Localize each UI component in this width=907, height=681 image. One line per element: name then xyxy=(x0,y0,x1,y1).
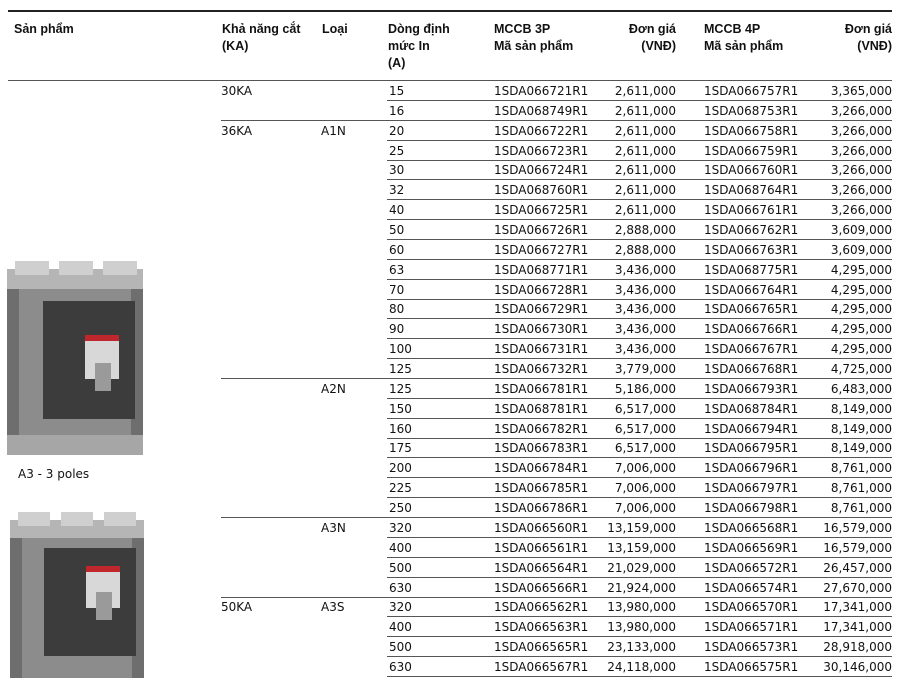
price-4p: 8,149,000 xyxy=(830,441,892,456)
price-3p: 2,611,000 xyxy=(614,163,676,178)
price-4p: 8,149,000 xyxy=(830,401,892,416)
mccb-4p-code: 1SDA066797R1 xyxy=(704,481,799,496)
price-4p: 30,146,000 xyxy=(823,659,892,674)
mccb-3p-code: 1SDA068771R1 xyxy=(494,262,589,277)
product-caption: A3 - 3 poles xyxy=(18,467,90,481)
mccb-3p-code: 1SDA068781R1 xyxy=(494,401,589,416)
price-3p: 13,980,000 xyxy=(607,600,676,615)
table-row xyxy=(0,458,907,478)
rated-current: 630 xyxy=(389,580,412,595)
price-3p: 2,611,000 xyxy=(614,183,676,198)
mccb-3p-code: 1SDA068760R1 xyxy=(494,183,589,198)
mccb-4p-code: 1SDA066765R1 xyxy=(704,302,799,317)
mccb-4p-code: 1SDA066768R1 xyxy=(704,362,799,377)
mccb-4p-code: 1SDA066571R1 xyxy=(704,620,799,635)
table-row xyxy=(0,498,907,518)
header-loai: Loại xyxy=(322,22,348,36)
rated-current: 400 xyxy=(389,540,412,555)
price-3p: 13,159,000 xyxy=(607,540,676,555)
rated-current: 320 xyxy=(389,600,412,615)
price-3p: 3,436,000 xyxy=(614,322,676,337)
price-3p: 3,436,000 xyxy=(614,282,676,297)
rated-current: 125 xyxy=(389,381,412,396)
rated-current: 50 xyxy=(389,223,405,238)
type-code: A1N xyxy=(321,123,346,138)
header-mccb3p: MCCB 3P Mã sản phẩm xyxy=(494,22,574,53)
mccb-3p-code: 1SDA066721R1 xyxy=(494,84,589,98)
header-dong-dinh-muc: Dòng định mức In (A) xyxy=(388,22,450,70)
mccb-3p-code: 1SDA066566R1 xyxy=(494,580,589,595)
price-4p: 3,609,000 xyxy=(830,242,892,257)
mccb-3p-code: 1SDA066567R1 xyxy=(494,659,589,674)
rated-current: 500 xyxy=(389,560,412,575)
mccb-3p-code: 1SDA066725R1 xyxy=(494,203,589,218)
mccb-3p-code: 1SDA066786R1 xyxy=(494,501,589,516)
price-4p: 4,295,000 xyxy=(830,342,892,357)
price-3p: 5,186,000 xyxy=(614,381,676,396)
mccb-3p-code: 1SDA066781R1 xyxy=(494,381,589,396)
rated-current: 400 xyxy=(389,620,412,635)
rated-current: 16 xyxy=(389,103,405,118)
rated-current: 320 xyxy=(389,520,412,535)
price-4p: 3,266,000 xyxy=(830,163,892,178)
mccb-3p-code: 1SDA066561R1 xyxy=(494,540,589,555)
table-row xyxy=(0,240,907,260)
table-row xyxy=(0,657,907,677)
mccb-4p-code: 1SDA066568R1 xyxy=(704,520,799,535)
price-3p: 23,133,000 xyxy=(607,640,676,655)
mccb-3p-code: 1SDA066784R1 xyxy=(494,461,589,476)
mccb-4p-code: 1SDA066570R1 xyxy=(704,600,799,615)
price-4p: 4,295,000 xyxy=(830,262,892,277)
mccb-4p-code: 1SDA066798R1 xyxy=(704,501,799,516)
table-row xyxy=(0,220,907,240)
price-4p: 3,266,000 xyxy=(830,183,892,198)
rated-current: 100 xyxy=(389,342,412,357)
mccb-4p-code: 1SDA066795R1 xyxy=(704,441,799,456)
rated-current: 25 xyxy=(389,143,405,158)
mccb-4p-code: 1SDA066573R1 xyxy=(704,640,799,655)
price-3p: 2,611,000 xyxy=(614,103,676,118)
table-row xyxy=(0,419,907,439)
price-4p: 4,725,000 xyxy=(830,362,892,377)
rated-current: 40 xyxy=(389,203,405,218)
price-3p: 7,006,000 xyxy=(614,501,676,516)
mccb-4p-code: 1SDA066763R1 xyxy=(704,242,799,257)
price-4p: 27,670,000 xyxy=(823,580,892,595)
table-row xyxy=(0,399,907,419)
price-4p: 8,761,000 xyxy=(830,501,892,516)
table-row xyxy=(0,578,907,598)
price-4p: 3,609,000 xyxy=(830,223,892,238)
mccb-4p-code: 1SDA066760R1 xyxy=(704,163,799,178)
mccb-4p-code: 1SDA066796R1 xyxy=(704,461,799,476)
mccb-4p-code: 1SDA066759R1 xyxy=(704,143,799,158)
price-4p: 4,295,000 xyxy=(830,302,892,317)
breaking-capacity: 30KA xyxy=(221,84,253,98)
mccb-4p-code: 1SDA066569R1 xyxy=(704,540,799,555)
table-row xyxy=(0,299,907,319)
table-row xyxy=(0,379,907,399)
price-3p: 3,436,000 xyxy=(614,262,676,277)
mccb-3p-code: 1SDA066728R1 xyxy=(494,282,589,297)
price-4p: 17,341,000 xyxy=(823,620,892,635)
table-row xyxy=(0,518,907,538)
table-row xyxy=(0,597,907,617)
header-don-gia-4p: Đơn giá (VNĐ) xyxy=(844,22,892,53)
price-3p: 2,888,000 xyxy=(614,242,676,257)
price-3p: 2,611,000 xyxy=(614,123,676,138)
mccb-4p-code: 1SDA066794R1 xyxy=(704,421,799,436)
table-row xyxy=(0,359,907,379)
price-3p: 2,888,000 xyxy=(614,223,676,238)
price-4p: 6,483,000 xyxy=(830,381,892,396)
price-4p: 3,365,000 xyxy=(830,84,892,98)
mccb-3p-code: 1SDA066565R1 xyxy=(494,640,589,655)
type-code: A2N xyxy=(321,381,346,396)
price-4p: 4,295,000 xyxy=(830,322,892,337)
rated-current: 30 xyxy=(389,163,405,178)
mccb-4p-code: 1SDA066758R1 xyxy=(704,123,799,138)
rated-current: 500 xyxy=(389,640,412,655)
mccb-4p-code: 1SDA066793R1 xyxy=(704,381,799,396)
table-row xyxy=(0,438,907,458)
price-4p: 8,149,000 xyxy=(830,421,892,436)
table-row xyxy=(0,617,907,637)
price-4p: 4,295,000 xyxy=(830,282,892,297)
price-4p: 26,457,000 xyxy=(823,560,892,575)
rated-current: 32 xyxy=(389,183,405,198)
table-row xyxy=(0,339,907,359)
mccb-3p-code: 1SDA066732R1 xyxy=(494,362,589,377)
mccb-3p-code: 1SDA066783R1 xyxy=(494,441,589,456)
mccb-3p-code: 1SDA066785R1 xyxy=(494,481,589,496)
mccb-4p-code: 1SDA066572R1 xyxy=(704,560,799,575)
rated-current: 80 xyxy=(389,302,405,317)
table-row xyxy=(0,538,907,558)
mccb-3p-code: 1SDA066726R1 xyxy=(494,223,589,238)
table-row xyxy=(0,81,907,101)
header-san-pham: Sản phẩm xyxy=(14,22,74,36)
mccb-4p-code: 1SDA068753R1 xyxy=(704,103,799,118)
table-row xyxy=(0,478,907,498)
rated-current: 630 xyxy=(389,659,412,674)
rated-current: 200 xyxy=(389,461,412,476)
price-4p: 28,918,000 xyxy=(823,640,892,655)
breaking-capacity: 36KA xyxy=(221,123,253,138)
mccb-3p-code: 1SDA066564R1 xyxy=(494,560,589,575)
price-3p: 3,779,000 xyxy=(614,362,676,377)
price-4p: 16,579,000 xyxy=(823,520,892,535)
mccb-4p-code: 1SDA068775R1 xyxy=(704,262,799,277)
table-header xyxy=(0,13,907,83)
table-row xyxy=(0,180,907,200)
header-mccb4p: MCCB 4P Mã sản phẩm xyxy=(704,22,784,53)
mccb-4p-code: 1SDA066761R1 xyxy=(704,203,799,218)
mccb-4p-code: 1SDA066757R1 xyxy=(704,84,799,98)
type-code: A3N xyxy=(321,520,346,535)
price-4p: 3,266,000 xyxy=(830,143,892,158)
table-row xyxy=(0,101,907,121)
mccb-4p-code: 1SDA068784R1 xyxy=(704,401,799,416)
mccb-3p-code: 1SDA066727R1 xyxy=(494,242,589,257)
mccb-4p-code: 1SDA066575R1 xyxy=(704,659,799,674)
price-3p: 24,118,000 xyxy=(607,659,676,674)
price-3p: 2,611,000 xyxy=(614,143,676,158)
table-row xyxy=(0,319,907,339)
price-4p: 3,266,000 xyxy=(830,103,892,118)
breaking-capacity: 50KA xyxy=(221,600,253,615)
price-4p: 8,761,000 xyxy=(830,481,892,496)
price-3p: 6,517,000 xyxy=(614,441,676,456)
price-3p: 7,006,000 xyxy=(614,461,676,476)
mccb-4p-code: 1SDA066762R1 xyxy=(704,223,799,238)
price-3p: 3,436,000 xyxy=(614,302,676,317)
rated-current: 160 xyxy=(389,421,412,436)
header-top-rule xyxy=(8,10,892,12)
table-row xyxy=(0,637,907,657)
price-3p: 7,006,000 xyxy=(614,481,676,496)
table-row xyxy=(0,280,907,300)
table-row xyxy=(0,121,907,141)
table-row xyxy=(0,200,907,220)
header-don-gia-3p: Đơn giá (VNĐ) xyxy=(628,22,676,53)
price-3p: 21,924,000 xyxy=(607,580,676,595)
mccb-3p-code: 1SDA068749R1 xyxy=(494,103,589,118)
mccb-3p-code: 1SDA066724R1 xyxy=(494,163,589,178)
price-3p: 6,517,000 xyxy=(614,421,676,436)
price-3p: 3,436,000 xyxy=(614,342,676,357)
mccb-3p-code: 1SDA066560R1 xyxy=(494,520,589,535)
price-4p: 17,341,000 xyxy=(823,600,892,615)
table-row xyxy=(0,558,907,578)
mccb-3p-code: 1SDA066723R1 xyxy=(494,143,589,158)
rated-current: 90 xyxy=(389,322,405,337)
mccb-3p-code: 1SDA066782R1 xyxy=(494,421,589,436)
price-3p: 6,517,000 xyxy=(614,401,676,416)
price-3p: 13,980,000 xyxy=(607,620,676,635)
mccb-4p-code: 1SDA066764R1 xyxy=(704,282,799,297)
rated-current: 20 xyxy=(389,123,405,138)
rated-current: 60 xyxy=(389,242,405,257)
rated-current: 15 xyxy=(389,84,405,98)
rated-current: 70 xyxy=(389,282,405,297)
price-4p: 8,761,000 xyxy=(830,461,892,476)
price-3p: 13,159,000 xyxy=(607,520,676,535)
mccb-3p-code: 1SDA066729R1 xyxy=(494,302,589,317)
price-3p: 2,611,000 xyxy=(614,84,676,98)
mccb-3p-code: 1SDA066730R1 xyxy=(494,322,589,337)
rated-current: 63 xyxy=(389,262,405,277)
price-4p: 3,266,000 xyxy=(830,203,892,218)
rated-current: 175 xyxy=(389,441,412,456)
header-kha-nang-cat: Khả năng cắt (KA) xyxy=(222,22,301,53)
table-row xyxy=(0,260,907,280)
mccb-3p-code: 1SDA066562R1 xyxy=(494,600,589,615)
table-row xyxy=(0,141,907,161)
price-3p: 21,029,000 xyxy=(607,560,676,575)
rated-current: 150 xyxy=(389,401,412,416)
rated-current: 125 xyxy=(389,362,412,377)
mccb-3p-code: 1SDA066722R1 xyxy=(494,123,589,138)
rated-current: 225 xyxy=(389,481,412,496)
row-divider xyxy=(387,676,892,677)
type-code: A3S xyxy=(321,600,345,615)
price-4p: 16,579,000 xyxy=(823,540,892,555)
rated-current: 250 xyxy=(389,501,412,516)
mccb-4p-code: 1SDA066574R1 xyxy=(704,580,799,595)
mccb-4p-code: 1SDA066767R1 xyxy=(704,342,799,357)
mccb-3p-code: 1SDA066731R1 xyxy=(494,342,589,357)
table-row xyxy=(0,160,907,180)
mccb-4p-code: 1SDA066766R1 xyxy=(704,322,799,337)
mccb-3p-code: 1SDA066563R1 xyxy=(494,620,589,635)
price-4p: 3,266,000 xyxy=(830,123,892,138)
mccb-4p-code: 1SDA068764R1 xyxy=(704,183,799,198)
price-3p: 2,611,000 xyxy=(614,203,676,218)
